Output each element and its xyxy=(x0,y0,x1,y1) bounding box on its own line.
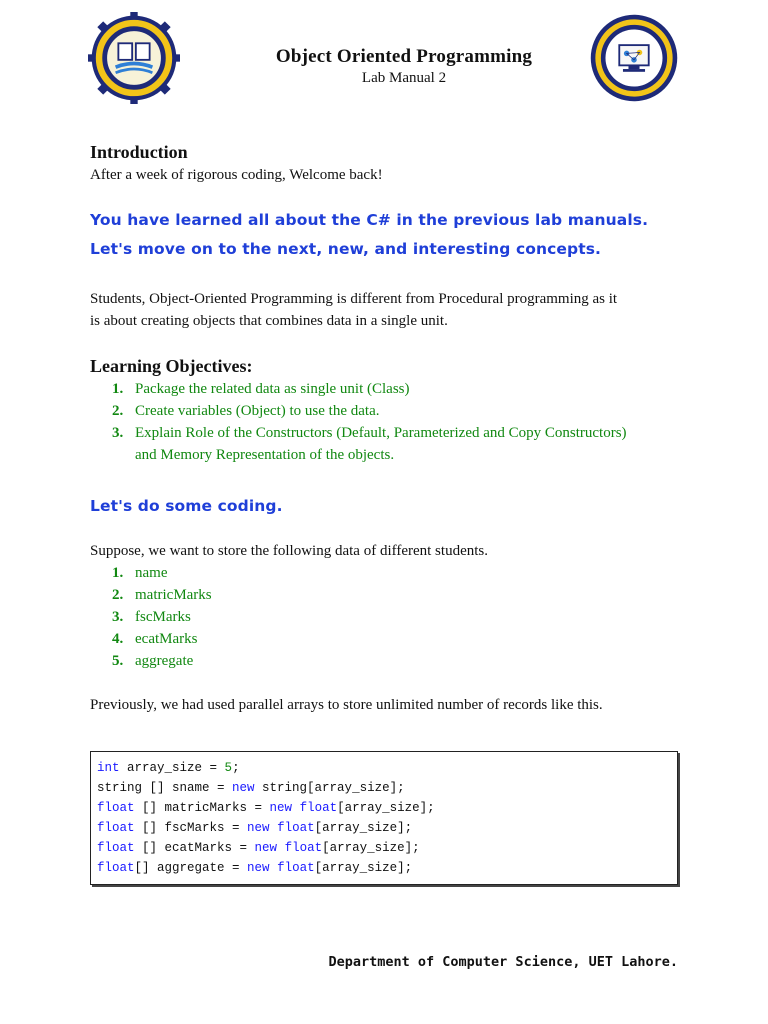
code-text xyxy=(277,841,285,855)
code-text: string[array_size]; xyxy=(254,781,405,795)
code-line-5 xyxy=(97,838,671,858)
code-text: [] aggregate = xyxy=(134,861,248,875)
code-keyword: new xyxy=(247,821,270,835)
objective-text-continued: and Memory Representation of the objects. xyxy=(135,447,395,463)
code-keyword: float xyxy=(97,841,135,855)
code-keyword: float xyxy=(277,861,315,875)
code-keyword: float xyxy=(97,861,135,875)
code-keyword: new xyxy=(247,861,270,875)
code-text: [array_size]; xyxy=(314,861,413,875)
field-item xyxy=(90,562,680,584)
code-keyword: float xyxy=(97,821,135,835)
field-item xyxy=(90,584,680,606)
objective-number: 3. xyxy=(112,425,124,441)
code-text: string [] sname = xyxy=(97,781,233,795)
highlight-line-2: Let's move on to the next, new, and interesting concepts. xyxy=(90,240,602,258)
field-number: 5. xyxy=(112,653,124,669)
field-label: matricMarks xyxy=(135,587,212,603)
code-keyword: float xyxy=(299,801,338,815)
code-text xyxy=(270,861,278,875)
field-number: 4. xyxy=(112,631,124,647)
page-footer: Department of Computer Science, UET Lahore. xyxy=(328,954,678,970)
document-subtitle: Lab Manual 2 xyxy=(361,70,447,86)
objective-text: Create variables (Object) to use the data. xyxy=(135,403,380,419)
objective-number: 1. xyxy=(112,381,124,397)
code-line-1 xyxy=(97,758,671,778)
code-text: [] ecatMarks = xyxy=(134,841,255,855)
code-text: [array_size]; xyxy=(337,801,435,815)
code-keyword: new xyxy=(232,781,255,795)
code-line-2 xyxy=(97,778,671,798)
code-keyword: new xyxy=(269,801,293,815)
objective-item xyxy=(90,400,680,422)
document-header xyxy=(200,46,608,87)
code-keyword: float xyxy=(284,841,323,855)
uet-university-logo xyxy=(88,12,180,104)
field-number: 2. xyxy=(112,587,124,603)
coding-heading: Let's do some coding. xyxy=(90,497,283,515)
field-label: aggregate xyxy=(135,653,194,669)
code-keyword: new xyxy=(254,841,278,855)
coding-intro-text: Suppose, we want to store the following data of different students. xyxy=(90,543,488,559)
code-block xyxy=(90,751,678,885)
field-label: fscMarks xyxy=(135,609,191,625)
code-line-6 xyxy=(97,858,671,878)
introduction-text: After a week of rigorous coding, Welcome back! xyxy=(90,167,383,183)
objective-number: 2. xyxy=(112,403,124,419)
student-fields-list xyxy=(90,562,680,672)
code-keyword: int xyxy=(97,761,120,775)
objective-item xyxy=(90,378,680,400)
field-number: 1. xyxy=(112,565,124,581)
field-item xyxy=(90,606,680,628)
field-number: 3. xyxy=(112,609,124,625)
learning-objectives-heading: Learning Objectives: xyxy=(90,356,253,376)
field-item xyxy=(90,628,680,650)
field-label: name xyxy=(135,565,168,581)
introduction-heading: Introduction xyxy=(90,142,188,162)
field-label: ecatMarks xyxy=(135,631,198,647)
code-text xyxy=(292,801,300,815)
code-text: ; xyxy=(232,761,240,775)
code-text xyxy=(270,821,278,835)
objectives-list xyxy=(90,378,680,466)
oop-paragraph-line-2: is about creating objects that combines data in a single unit. xyxy=(90,313,448,329)
code-line-4 xyxy=(97,818,671,838)
objective-text: Package the related data as single unit (Class) xyxy=(135,381,410,397)
objective-item xyxy=(90,422,680,466)
code-text: [array_size]; xyxy=(322,841,420,855)
objective-text: Explain Role of the Constructors (Default, Parameterized and Copy Constructors) xyxy=(135,425,627,441)
main-content xyxy=(90,140,680,716)
code-number: 5 xyxy=(224,761,233,775)
code-line-3 xyxy=(97,798,671,818)
highlight-line-1: You have learned all about the C# in the previous lab manuals. xyxy=(90,211,649,229)
code-text: array_size = xyxy=(119,761,225,775)
code-text: [array_size]; xyxy=(314,821,413,835)
code-text: [] matricMarks = xyxy=(134,801,270,815)
document-title: Object Oriented Programming xyxy=(275,46,533,67)
field-item xyxy=(90,650,680,672)
oop-paragraph-line-1: Students, Object-Oriented Programming is different from Procedural programming as it xyxy=(90,291,618,307)
previously-text: Previously, we had used parallel arrays to store unlimited number of records like this. xyxy=(90,697,603,713)
code-text: [] fscMarks = xyxy=(134,821,248,835)
code-keyword: float xyxy=(97,801,135,815)
code-keyword: float xyxy=(277,821,315,835)
